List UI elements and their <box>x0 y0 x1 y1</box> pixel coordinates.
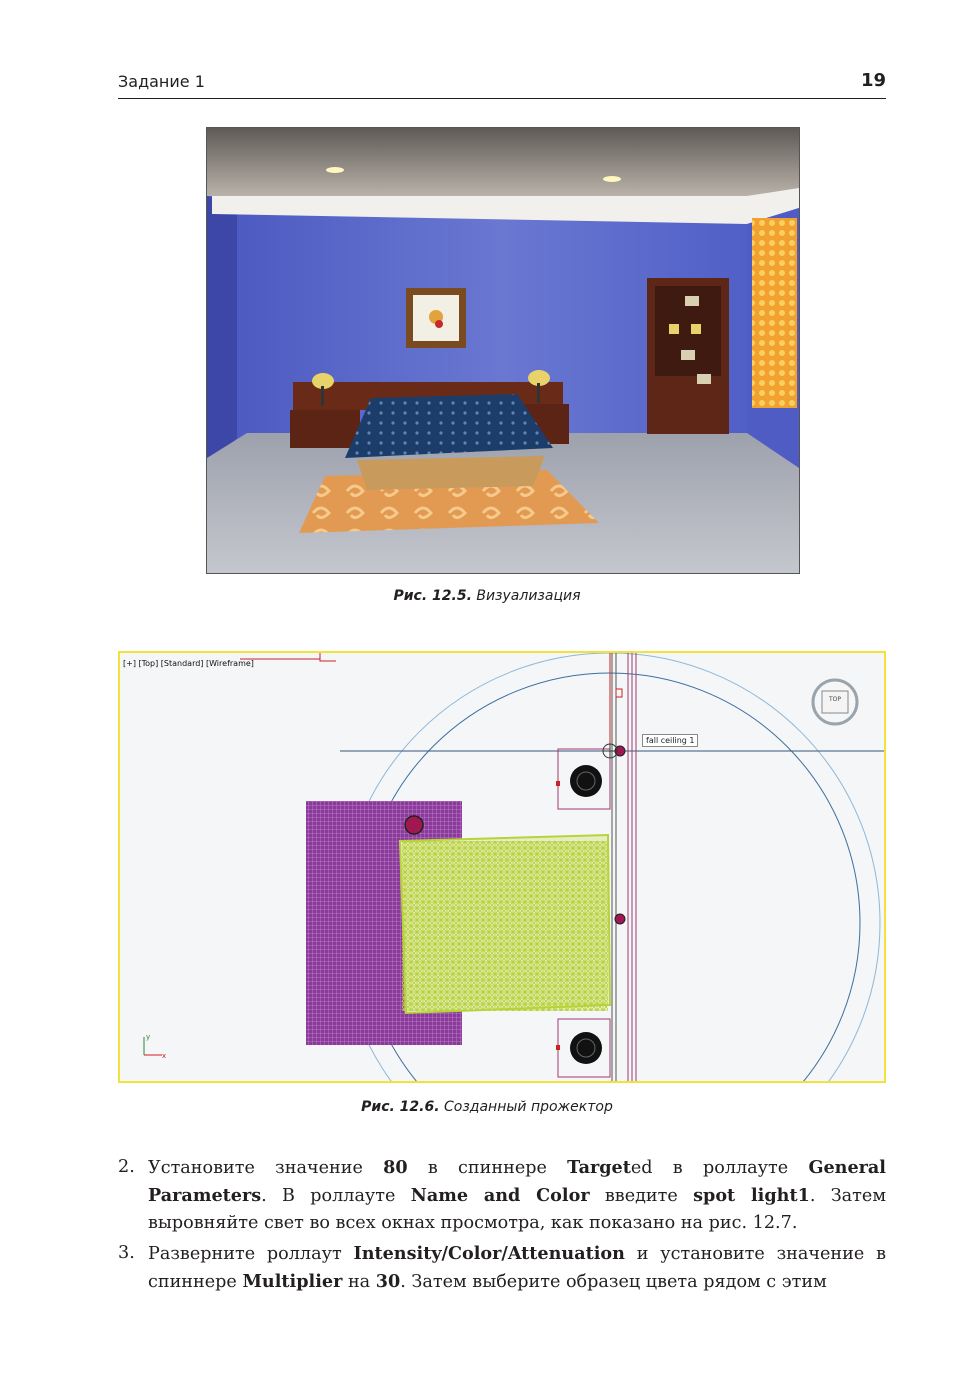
bedroom-render-image <box>206 127 800 574</box>
step-text: Разверните роллаут Intensity/Color/Attenuation и установите значение в спиннере Multiplier на 30. Затем выберите образец цвета рядом с этим <box>148 1243 886 1292</box>
svg-text:y: y <box>146 1033 151 1041</box>
page-number: 19 <box>860 70 886 91</box>
instruction-steps <box>118 1154 886 1299</box>
step-item <box>118 1240 886 1296</box>
running-header <box>118 70 886 99</box>
chapter-title: Задание 1 <box>118 72 205 91</box>
step-number: 2. <box>118 1157 135 1177</box>
top-viewport-screenshot <box>118 651 886 1083</box>
object-tooltip: fall ceiling 1 <box>642 734 698 747</box>
viewcube-top-label: TOP <box>828 696 841 703</box>
step-number: 3. <box>118 1243 135 1263</box>
figure-12-5-caption: Рис. 12.5. Визуализация <box>393 588 581 604</box>
step-item <box>118 1154 886 1237</box>
figure-12-6-caption: Рис. 12.6. Созданный прожектор <box>361 1099 613 1115</box>
viewport-label: [+] [Top] [Standard] [Wireframe] <box>123 659 254 668</box>
svg-text:x: x <box>162 1052 167 1060</box>
step-text: Установите значение 80 в спиннере Targeted в роллауте General Parameters. В роллауте Name and Color введите spot light1. Затем выровняйте свет во всех окнах просмотра, как показано на рис. 12.7. <box>148 1157 887 1233</box>
